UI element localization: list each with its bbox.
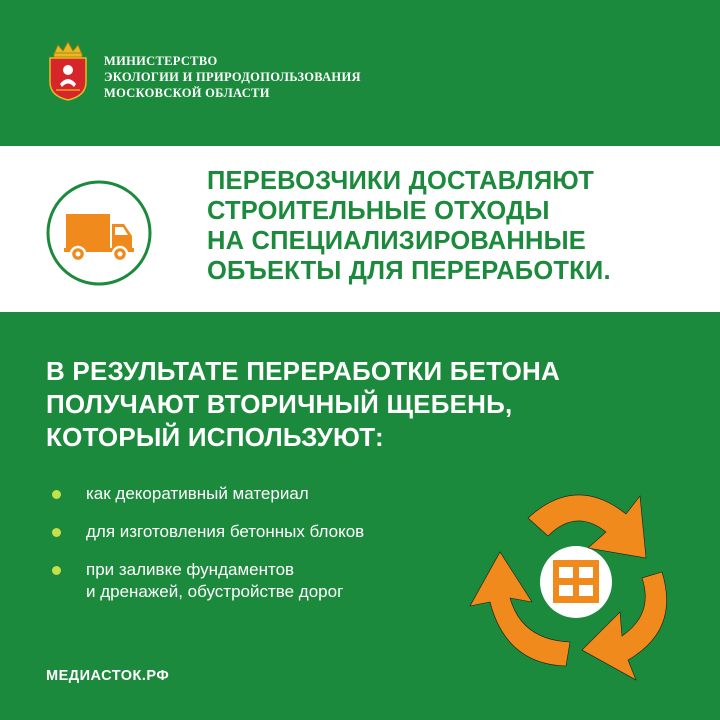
ministry-name [104, 53, 361, 101]
bullet-dot-icon [52, 528, 61, 537]
transport-line-1: ПЕРЕВОЗЧИКИ ДОСТАВЛЯЮТ [207, 167, 594, 195]
list-item [52, 559, 432, 603]
moscow-region-emblem-icon [46, 40, 90, 102]
transport-line-2: СТРОИТЕЛЬНЫЕ ОТХОДЫ [207, 197, 550, 225]
main-heading-line-2: ПОЛУЧАЮТ ВТОРИЧНЫЙ ЩЕБЕНЬ, [46, 389, 513, 419]
bullet-dot-icon [52, 566, 61, 575]
use-2-line-1: для изготовления бетонных блоков [86, 522, 365, 541]
truck-icon [44, 178, 154, 288]
bullet-dot-icon [52, 490, 61, 499]
use-1-line-1: как декоративный материал [86, 484, 309, 503]
recycle-icon [466, 474, 686, 684]
ministry-line-1: МИНИСТЕРСТВО [104, 54, 218, 68]
transport-statement [207, 166, 611, 286]
header [0, 0, 720, 146]
uses-list [52, 483, 432, 619]
list-item [52, 483, 432, 505]
main-heading-line-1: В РЕЗУЛЬТАТЕ ПЕРЕРАБОТКИ БЕТОНА [46, 356, 560, 386]
transport-line-4: ОБЪЕКТЫ ДЛЯ ПЕРЕРАБОТКИ. [207, 257, 611, 285]
main-heading [46, 355, 560, 454]
main-heading-line-3: КОТОРЫЙ ИСПОЛЬЗУЮТ: [46, 422, 384, 452]
use-3-line-2: и дренажей, обустройстве дорог [86, 582, 344, 601]
use-3-line-1: при заливке фундаментов [86, 560, 295, 579]
site-link[interactable]: МЕДИАСТОК.РФ [46, 668, 170, 684]
ministry-line-2: ЭКОЛОГИИ И ПРИРОДОПОЛЬЗОВАНИЯ [104, 70, 361, 84]
list-item [52, 521, 432, 543]
transport-line-3: НА СПЕЦИАЛИЗИРОВАННЫЕ [207, 227, 586, 255]
ministry-line-3: МОСКОВСКОЙ ОБЛАСТИ [104, 86, 270, 100]
